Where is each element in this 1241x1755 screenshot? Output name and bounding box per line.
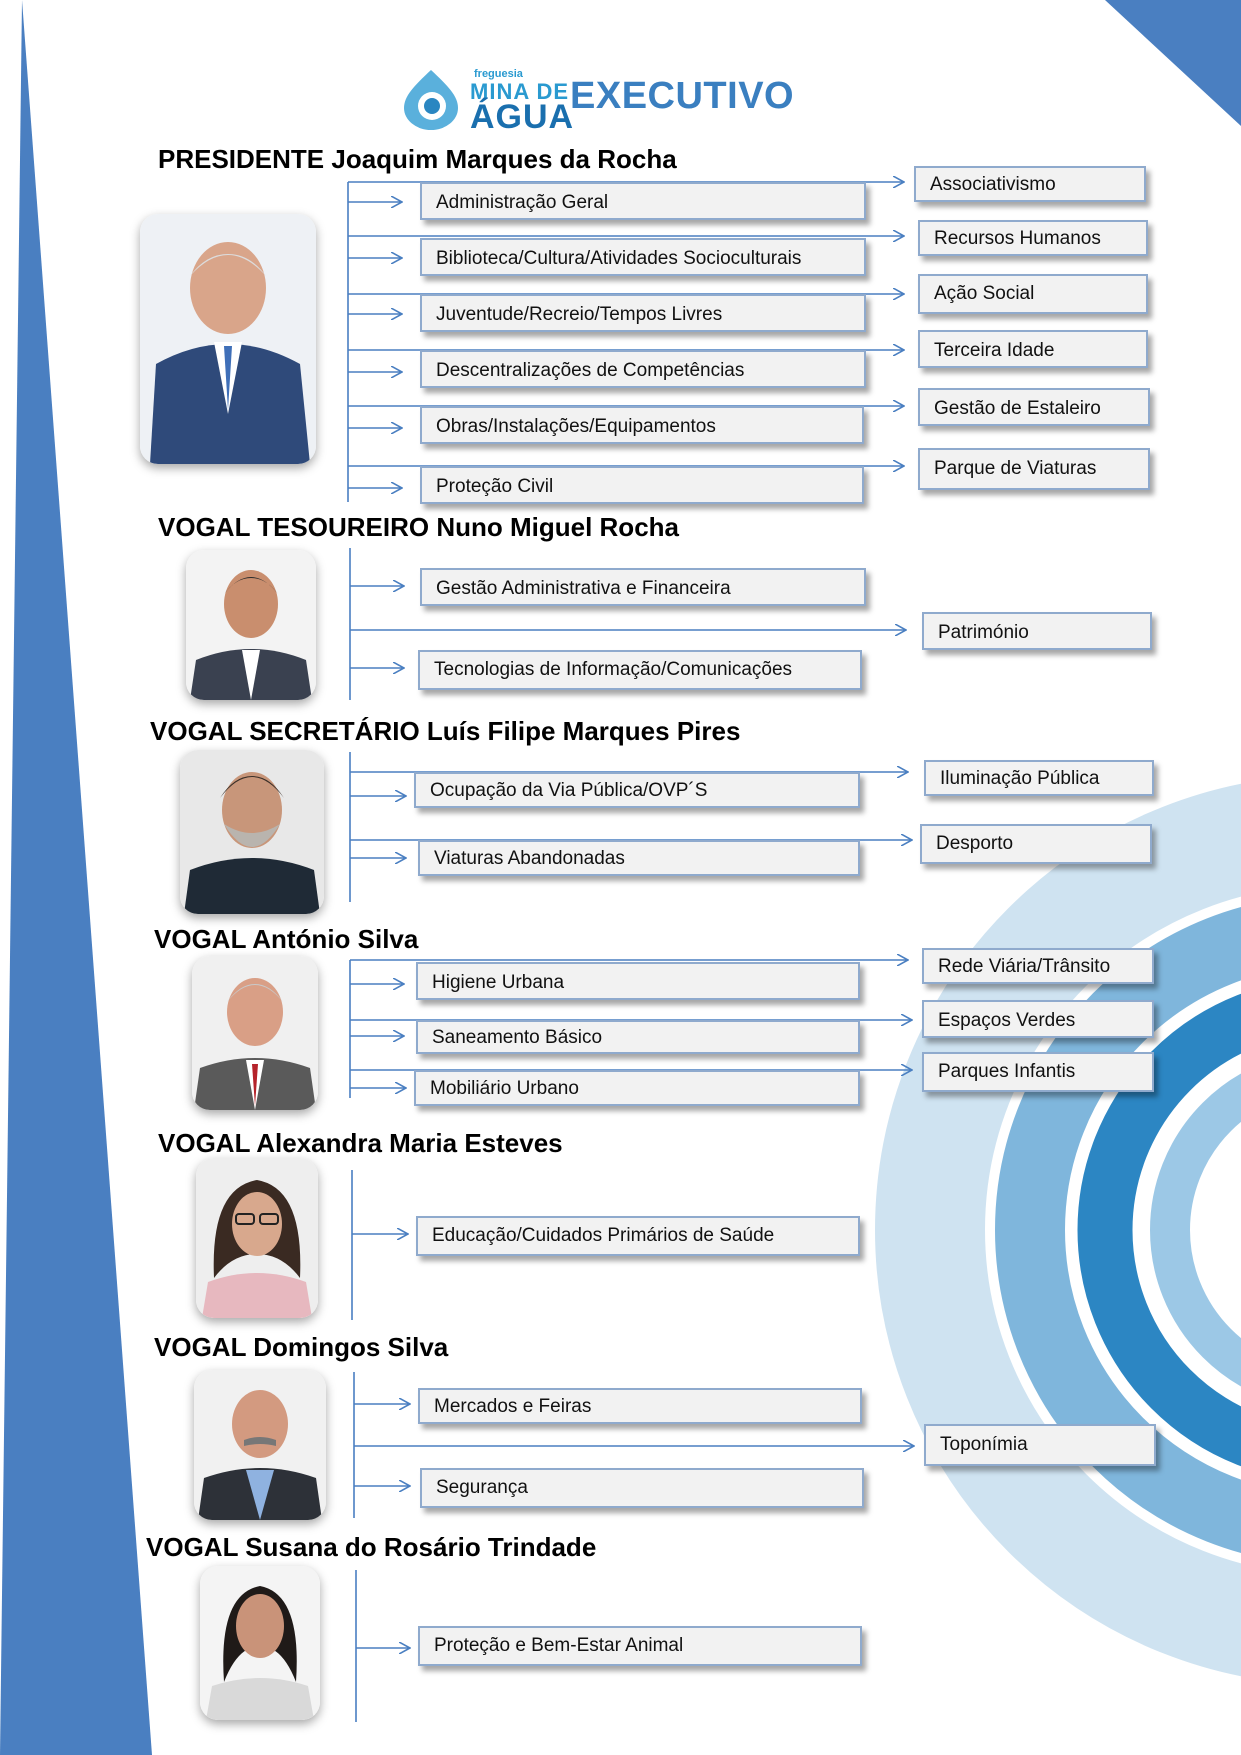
task-box-right: Gestão de Estaleiro	[918, 388, 1150, 426]
section-title-susana: VOGAL Susana do Rosário Trindade	[146, 1532, 597, 1562]
task-box-left: Ocupação da Via Pública/OVP´S	[414, 772, 860, 808]
section-title-tesoureiro: VOGAL TESOUREIRO Nuno Miguel Rocha	[158, 512, 679, 542]
task-box-left: Juventude/Recreio/Tempos Livres	[420, 294, 866, 332]
task-box-left: Gestão Administrativa e Financeira	[420, 568, 866, 606]
portrait-president	[140, 214, 316, 464]
task-box-left: Obras/Instalações/Equipamentos	[420, 406, 864, 444]
portrait-antonio	[192, 956, 318, 1110]
section-title-secretario: VOGAL SECRETÁRIO Luís Filipe Marques Pires	[150, 716, 741, 746]
page-title: EXECUTIVO	[570, 75, 795, 117]
section-title-domingos: VOGAL Domingos Silva	[154, 1332, 449, 1362]
task-box-left: Administração Geral	[420, 182, 866, 220]
task-box-left: Biblioteca/Cultura/Atividades Socioculturais	[420, 238, 866, 276]
task-box-right: Ação Social	[918, 274, 1148, 314]
task-box-right: Recursos Humanos	[918, 220, 1148, 256]
task-box-left: Mobiliário Urbano	[414, 1070, 860, 1106]
task-box-right: Património	[922, 612, 1152, 650]
task-box-left: Segurança	[420, 1468, 864, 1508]
task-box-right: Parques Infantis	[922, 1052, 1154, 1092]
portrait-alexandra	[196, 1158, 318, 1318]
task-box-right: Desporto	[920, 824, 1152, 864]
task-box-left: Descentralizações de Competências	[420, 350, 866, 388]
brand-line-1: MINA DE	[470, 79, 570, 104]
task-box-right: Toponímia	[924, 1424, 1156, 1466]
section-title-alexandra: VOGAL Alexandra Maria Esteves	[158, 1128, 563, 1158]
task-box-left: Proteção e Bem-Estar Animal	[418, 1626, 862, 1666]
portrait-domingos	[194, 1370, 326, 1520]
task-box-right: Parque de Viaturas	[918, 448, 1150, 490]
section-title-president: PRESIDENTE Joaquim Marques da Rocha	[158, 144, 677, 174]
portrait-secretario	[180, 750, 324, 914]
left-blue-wedge	[0, 0, 152, 1755]
task-box-left: Educação/Cuidados Primários de Saúde	[416, 1216, 860, 1256]
task-box-left: Viaturas Abandonadas	[418, 840, 860, 876]
task-box-right: Associativismo	[914, 166, 1146, 202]
task-box-right: Espaços Verdes	[922, 1000, 1154, 1038]
water-drop-logo-icon	[400, 66, 462, 132]
section-title-antonio: VOGAL António Silva	[154, 924, 419, 954]
task-box-left: Proteção Civil	[420, 466, 864, 504]
task-box-left: Saneamento Básico	[416, 1020, 860, 1054]
task-box-left: Mercados e Feiras	[418, 1388, 862, 1424]
task-box-right: Terceira Idade	[918, 330, 1148, 368]
top-right-triangle	[1105, 0, 1241, 126]
brand-line-2: ÁGUA	[470, 98, 575, 136]
portrait-susana	[200, 1566, 320, 1720]
brand-small-text: freguesia	[474, 68, 523, 80]
portrait-tesoureiro	[186, 550, 316, 700]
task-box-right: Iluminação Pública	[924, 760, 1154, 796]
task-box-right: Rede Viária/Trânsito	[922, 948, 1154, 984]
task-box-left: Tecnologias de Informação/Comunicações	[418, 650, 862, 690]
task-box-left: Higiene Urbana	[416, 962, 860, 1000]
